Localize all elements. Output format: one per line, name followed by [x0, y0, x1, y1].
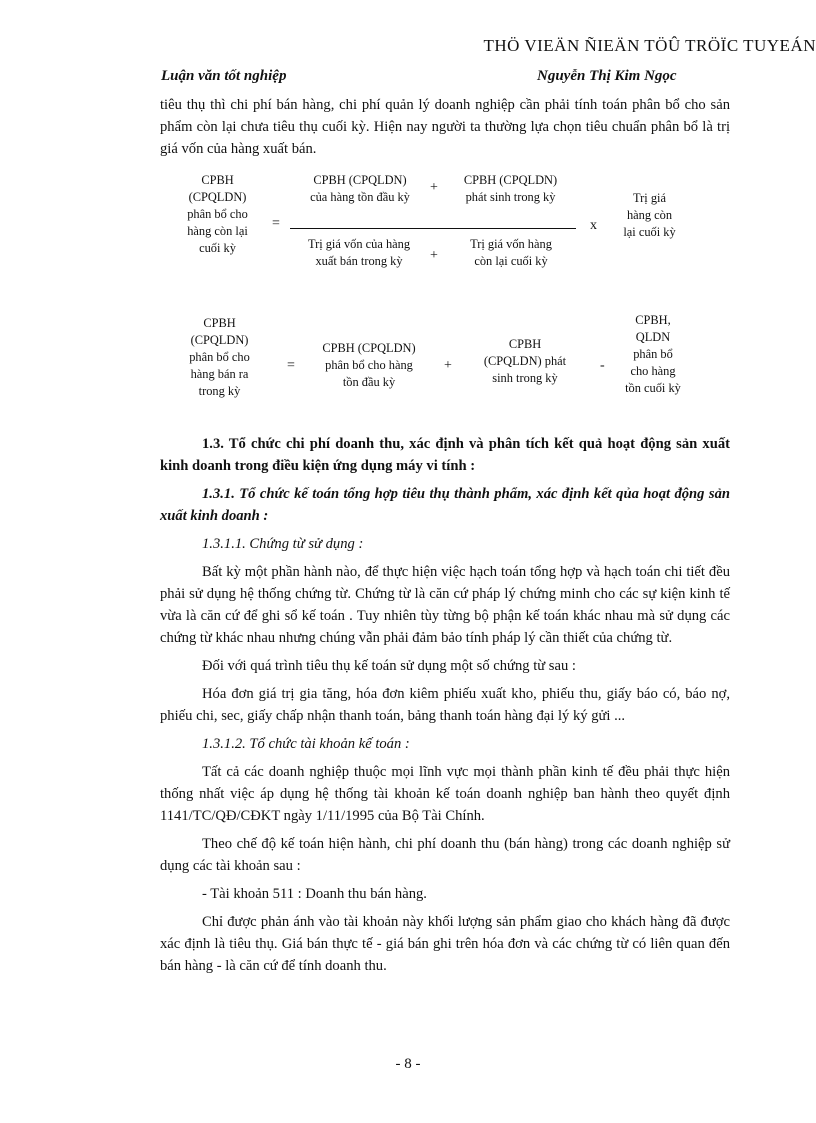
main-body [160, 433, 730, 977]
formula1-lhs: CPBH (CPQLDN) phân bổ cho hàng còn lại cuối kỳ [187, 173, 248, 255]
formula2-term-b: CPBH (CPQLDN) phát sinh trong kỳ [483, 337, 567, 385]
intro-paragraph: tiêu thụ thì chi phí bán hàng, chi phí quản lý doanh nghiệp cần phải tính toán phân bổ cho sản phẩm còn lại chưa tiêu thụ cuối kỳ. Hiện nay người ta thường lựa chọn tiêu chuẩn phân bổ là trị giá vốn của hàng xuất bán. [160, 97, 730, 157]
paragraph-documents: Bất kỳ một phần hành nào, để thực hiện việc hạch toán tổng hợp và hạch toán chi tiết đều phải sử dụng hệ thống chứng từ. Chứng từ là căn cứ pháp lý chứng minh cho các sự kiện kinh tế vừa là căn cứ để ghi sổ kế toán . Tuy nhiên tùy từng bộ phận kế toán khác nhau mà sử dụng các chứng từ khác nhau nhưng chúng vẫn phải đảm bảo tính pháp lý cần thiết của chứng từ. [160, 564, 730, 646]
formula2-lhs: CPBH (CPQLDN) phân bổ cho hàng bán ra trong kỳ [189, 316, 250, 398]
paragraph-account-511: - Tài khoản 511 : Doanh thu bán hàng. [202, 886, 427, 902]
formula1-denominator-plus: + [430, 248, 438, 263]
formula2-term-c: CPBH, QLDN phân bổ cho hàng tồn cuối kỳ [625, 313, 681, 395]
formula1-denominator-b: Trị giá vốn hàng còn lại cuối kỳ [470, 237, 552, 268]
formula2-plus: + [444, 358, 452, 373]
section-heading-1-3: 1.3. Tổ chức chi phí doanh thu, xác định và phân tích kết quả hoạt động sản xuất kinh doanh trong điều kiện ứng dụng máy vi tính : [160, 436, 730, 474]
formula2-equals: = [287, 358, 295, 373]
section-heading-1-3-1-2: 1.3.1.2. Tổ chức tài khoản kế toán : [202, 736, 410, 752]
formula1-times: x [590, 218, 597, 233]
formula1-equals: = [272, 216, 280, 231]
formula1-denominator-a: Trị giá vốn của hàng xuất bán trong kỳ [307, 237, 411, 268]
paragraph-revenue-recognition: Chỉ được phản ánh vào tài khoản này khối lượng sản phẩm giao cho khách hàng đã được xác định là tiêu thụ. Giá bán thực tế - giá bán ghi trên hóa đơn và các chứng từ có liên quan đến bán hàng - là căn cứ để tính doanh thu. [160, 914, 730, 974]
formula1-numerator-plus: + [430, 180, 438, 195]
formula1-rhs: Trị giá hàng còn lại cuối kỳ [623, 191, 676, 239]
header-title: Luận văn tốt nghiệp [161, 68, 287, 84]
formula2-minus: - [600, 358, 605, 373]
paragraph-account-system: Tất cả các doanh nghiệp thuộc mọi lĩnh vực mọi thành phần kinh tế đều phải thực hiện thống nhất việc áp dụng hệ thống tài khoản kế toán doanh nghiệp ban hành theo quyết định 1141/TC/QĐ/CĐKT ngày 1/11/1995 của Bộ Tài Chính. [160, 764, 730, 824]
paragraph-accounts-used: Theo chế độ kế toán hiện hành, chi phí doanh thu (bán hàng) trong các doanh nghiệp sử dụng các tài khoản sau : [160, 836, 730, 874]
formula1-fraction-bar [290, 228, 576, 229]
formula1-numerator-b: CPBH (CPQLDN) phát sinh trong kỳ [463, 173, 558, 204]
page-number: - 8 - [395, 1056, 421, 1072]
paragraph-document-list: Hóa đơn giá trị gia tăng, hóa đơn kiêm phiếu xuất kho, phiếu thu, giấy báo có, báo nợ, phiếu chi, sec, giấy chấp nhận thanh toán, bảng thanh toán hàng đại lý ký gửi ... [160, 686, 730, 724]
formula1-numerator-a: CPBH (CPQLDN) của hàng tồn đầu kỳ [310, 173, 410, 204]
header-author: Nguyễn Thị Kim Ngọc [537, 68, 677, 84]
section-heading-1-3-1-1: 1.3.1.1. Chứng từ sử dụng : [202, 536, 364, 552]
section-heading-1-3-1: 1.3.1. Tổ chức kế toán tổng hợp tiêu thụ thành phẩm, xác định kết qủa hoạt động sản xuất kinh doanh : [160, 486, 730, 524]
watermark-text: THÖ VIEÄN ÑIEÄN TÖÛ TRÖÏC TUYEÁN [483, 36, 816, 55]
formula2-term-a: CPBH (CPQLDN) phân bổ cho hàng tồn đầu kỳ [322, 341, 416, 389]
paragraph-documents-used: Đối với quá trình tiêu thụ kế toán sử dụng một số chứng từ sau : [202, 658, 576, 674]
